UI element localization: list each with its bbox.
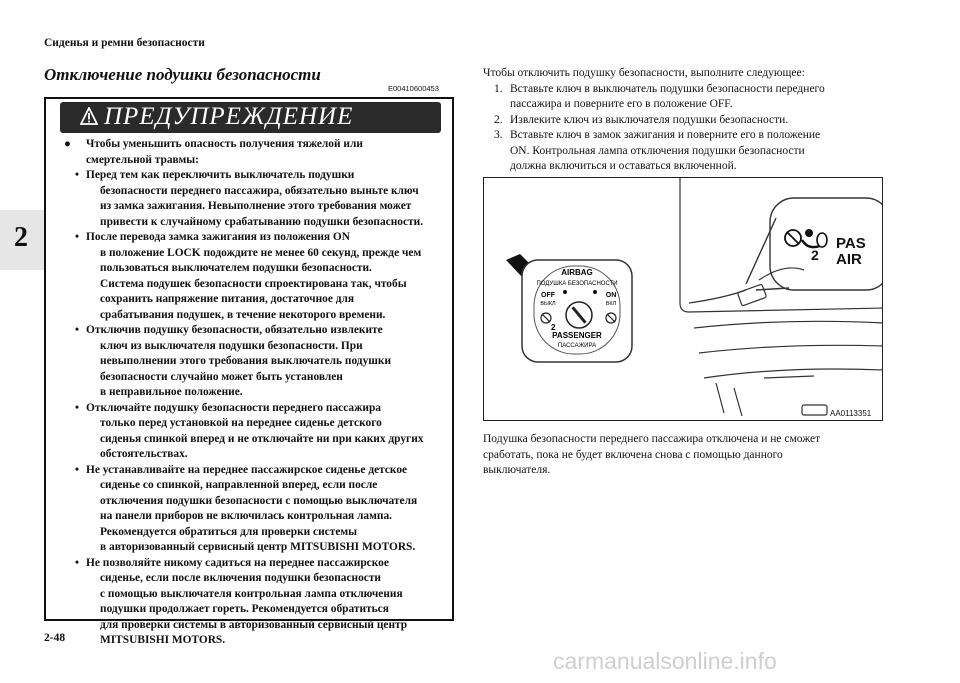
warning-line-text: Не позволяйте никому садиться на переднее пассажирское xyxy=(86,556,389,569)
warning-line-text: ключ из выключателя подушки безопасности. При xyxy=(100,339,363,352)
warning-line-text: Отключив подушку безопасности, обязательно извлеките xyxy=(86,324,383,336)
switch-on-ru-label: ВКЛ xyxy=(605,301,617,307)
step-number: 2. xyxy=(494,113,503,126)
step-text: должна включиться и оставаться включенной. xyxy=(510,160,737,172)
warning-line xyxy=(60,385,445,401)
warning-line xyxy=(60,587,445,603)
instructions xyxy=(483,66,883,175)
figure-code: AA0113351 xyxy=(830,409,872,418)
svg-text:2: 2 xyxy=(811,247,819,263)
warning-line-text: невыполнении этого требования выключатель подушки xyxy=(100,355,392,367)
warning-line xyxy=(60,633,445,649)
warning-line xyxy=(60,478,445,494)
running-header: Сиденья и ремни безопасности xyxy=(44,37,205,49)
bullet-icon: • xyxy=(75,169,79,181)
warning-line-text: в авторизованный сервисный центр MITSUBISHI MOTORS. xyxy=(100,541,416,553)
switch-passenger-ru-label: ПАССАЖИРА xyxy=(557,343,597,349)
warning-line xyxy=(60,199,445,215)
switch-passenger-label: PASSENGER xyxy=(552,331,602,340)
warning-line-text: привести к случайному срабатыванию подушки безопасности. xyxy=(100,215,424,228)
warning-line xyxy=(60,618,445,634)
indicator-air-label: AIR xyxy=(836,251,862,268)
note-line: сработать, пока не будет включена снова с помощью данного xyxy=(483,448,783,461)
note-paragraph xyxy=(483,432,883,479)
warning-line xyxy=(60,246,445,262)
bullet-icon: • xyxy=(75,324,79,336)
warning-line xyxy=(60,447,445,463)
warning-line-text: только перед установкой на переднее сиденье детского xyxy=(100,417,382,429)
warning-line xyxy=(60,556,445,572)
warning-line xyxy=(60,215,445,231)
bullet-icon: • xyxy=(75,231,79,243)
warning-line xyxy=(60,509,445,525)
warning-line-text: Рекомендуется обратиться для проверки системы xyxy=(100,525,358,538)
bullet-icon: • xyxy=(75,463,79,476)
bullet-icon: • xyxy=(75,556,79,569)
warning-line-text: безопасности случайно может быть установлен xyxy=(100,370,343,383)
warning-line xyxy=(60,463,445,479)
warning-line xyxy=(60,308,445,324)
warning-line-text: Система подушек безопасности спроектирована так, чтобы xyxy=(100,277,407,290)
bullet-icon: • xyxy=(75,401,79,414)
warning-line-text: MITSUBISHI MOTORS. xyxy=(100,634,226,646)
warning-line xyxy=(60,401,445,417)
step-number: 1. xyxy=(494,82,503,95)
warning-line-text: для проверки системы в авторизованный сервисный центр xyxy=(100,618,408,631)
step-text: Извлеките ключ из выключателя подушки безопасности. xyxy=(510,113,789,126)
warning-line-text: отключения подушки безопасности с помощью выключателя xyxy=(100,494,418,507)
warning-line-text: Чтобы уменьшить опасность получения тяжелой или xyxy=(86,138,363,150)
warning-line xyxy=(60,494,445,510)
warning-line xyxy=(60,354,445,370)
warning-line-text: на панели приборов не включилась контрольная лампа. xyxy=(100,510,392,522)
warning-triangle-icon xyxy=(80,107,98,125)
svg-text:2: 2 xyxy=(551,323,556,332)
step-item xyxy=(483,113,883,129)
warning-line xyxy=(60,323,445,339)
warning-line-text: пользоваться выключателем подушки безопасности. xyxy=(100,262,372,274)
step-item xyxy=(483,82,883,113)
step-text: пассажира и поверните его в положение OFF. xyxy=(510,98,733,110)
chapter-number: 2 xyxy=(14,222,28,253)
steps-list xyxy=(483,82,883,175)
warning-line-text: в положение LOCK подождите не менее 60 секунд, прежде чем xyxy=(100,246,422,259)
step-item xyxy=(483,128,883,175)
warning-line xyxy=(60,602,445,618)
warning-line-text: После перевода замка зажигания из положения ON xyxy=(86,231,351,243)
warning-line-text: подушки продолжает гореть. Рекомендуется обратиться xyxy=(100,603,389,615)
bullet-icon: ● xyxy=(64,138,71,150)
page-number: 2-48 xyxy=(44,632,66,644)
switch-off-ru-label: ВЫКЛ xyxy=(540,301,556,307)
warning-line-text: в неправильное положение. xyxy=(100,386,243,398)
warning-line xyxy=(60,230,445,246)
warning-line xyxy=(60,571,445,587)
warning-line-text: из замка зажигания. Невыполнение этого требования может xyxy=(100,200,412,212)
warning-line xyxy=(60,137,445,153)
warning-line-text: обстоятельствах. xyxy=(100,448,188,460)
warning-line xyxy=(60,184,445,200)
indicator-pas-label: PAS xyxy=(836,235,866,252)
warning-line xyxy=(60,261,445,277)
switch-off-label: OFF xyxy=(541,292,555,299)
switch-on-label: ON xyxy=(605,292,617,299)
step-text: Вставьте ключ в замок зажигания и поверните его в положение xyxy=(510,129,821,141)
note-line: Подушка безопасности переднего пассажира отключена и не сможет xyxy=(483,433,821,445)
warning-line xyxy=(60,525,445,541)
warning-line-text: сиденья спинкой вперед и не отключайте ни при каких других xyxy=(100,432,424,445)
warning-line xyxy=(60,540,445,556)
step-text: ON. Контрольная лампа отключения подушки безопасности xyxy=(510,144,805,157)
dashboard-illustration xyxy=(484,178,883,421)
warning-line xyxy=(60,370,445,386)
warning-line-text: смертельной травмы: xyxy=(86,153,199,166)
step-text: Вставьте ключ в выключатель подушки безопасности переднего xyxy=(510,82,825,95)
switch-airbag-label: AIRBAG xyxy=(561,268,593,277)
warning-line-text: Перед тем как переключить выключатель подушки xyxy=(86,169,355,181)
warning-line-text: сиденье, если после включения подушки безопасности xyxy=(100,572,381,584)
warning-line-text: Не устанавливайте на переднее пассажирское сиденье детское xyxy=(86,463,408,476)
step-number: 3. xyxy=(494,129,503,141)
section-code: E00410600453 xyxy=(388,84,439,93)
warning-line-text: сиденье со спинкой, направленной вперед, если после xyxy=(100,479,378,491)
warning-line xyxy=(60,168,445,184)
switch-airbag-ru-label: ПОДУШКА БЕЗОПАСНОСТИ xyxy=(536,281,618,287)
note-line: выключателя. xyxy=(483,464,551,476)
warning-line xyxy=(60,432,445,448)
warning-line-text: срабатывания подушек, в течение некоторого времени. xyxy=(100,308,386,321)
watermark: carmanualsonline.info xyxy=(553,648,777,674)
warning-line-text: сохранить напряжение питания, достаточное для xyxy=(100,293,355,305)
warning-line-text: безопасности переднего пассажира, обязательно выньте ключ xyxy=(100,184,419,197)
airbag-switch-panel xyxy=(522,260,632,362)
warning-line xyxy=(60,292,445,308)
warning-line xyxy=(60,339,445,355)
warning-body xyxy=(60,137,445,649)
warning-line xyxy=(60,153,445,169)
figure-dashboard xyxy=(483,177,883,421)
airbag-off-indicator-icon xyxy=(785,229,827,263)
warning-line-text: Отключайте подушку безопасности переднего пассажира xyxy=(86,401,381,414)
warning-line xyxy=(60,416,445,432)
section-title: Отключение подушки безопасности xyxy=(44,65,321,84)
warning-line xyxy=(60,277,445,293)
instructions-intro: Чтобы отключить подушку безопасности, выполните следующее: xyxy=(483,67,805,79)
warning-line-text: с помощью выключателя контрольная лампа отключения xyxy=(100,587,403,600)
warning-title: ПРЕДУПРЕЖДЕНИЕ xyxy=(104,103,354,130)
